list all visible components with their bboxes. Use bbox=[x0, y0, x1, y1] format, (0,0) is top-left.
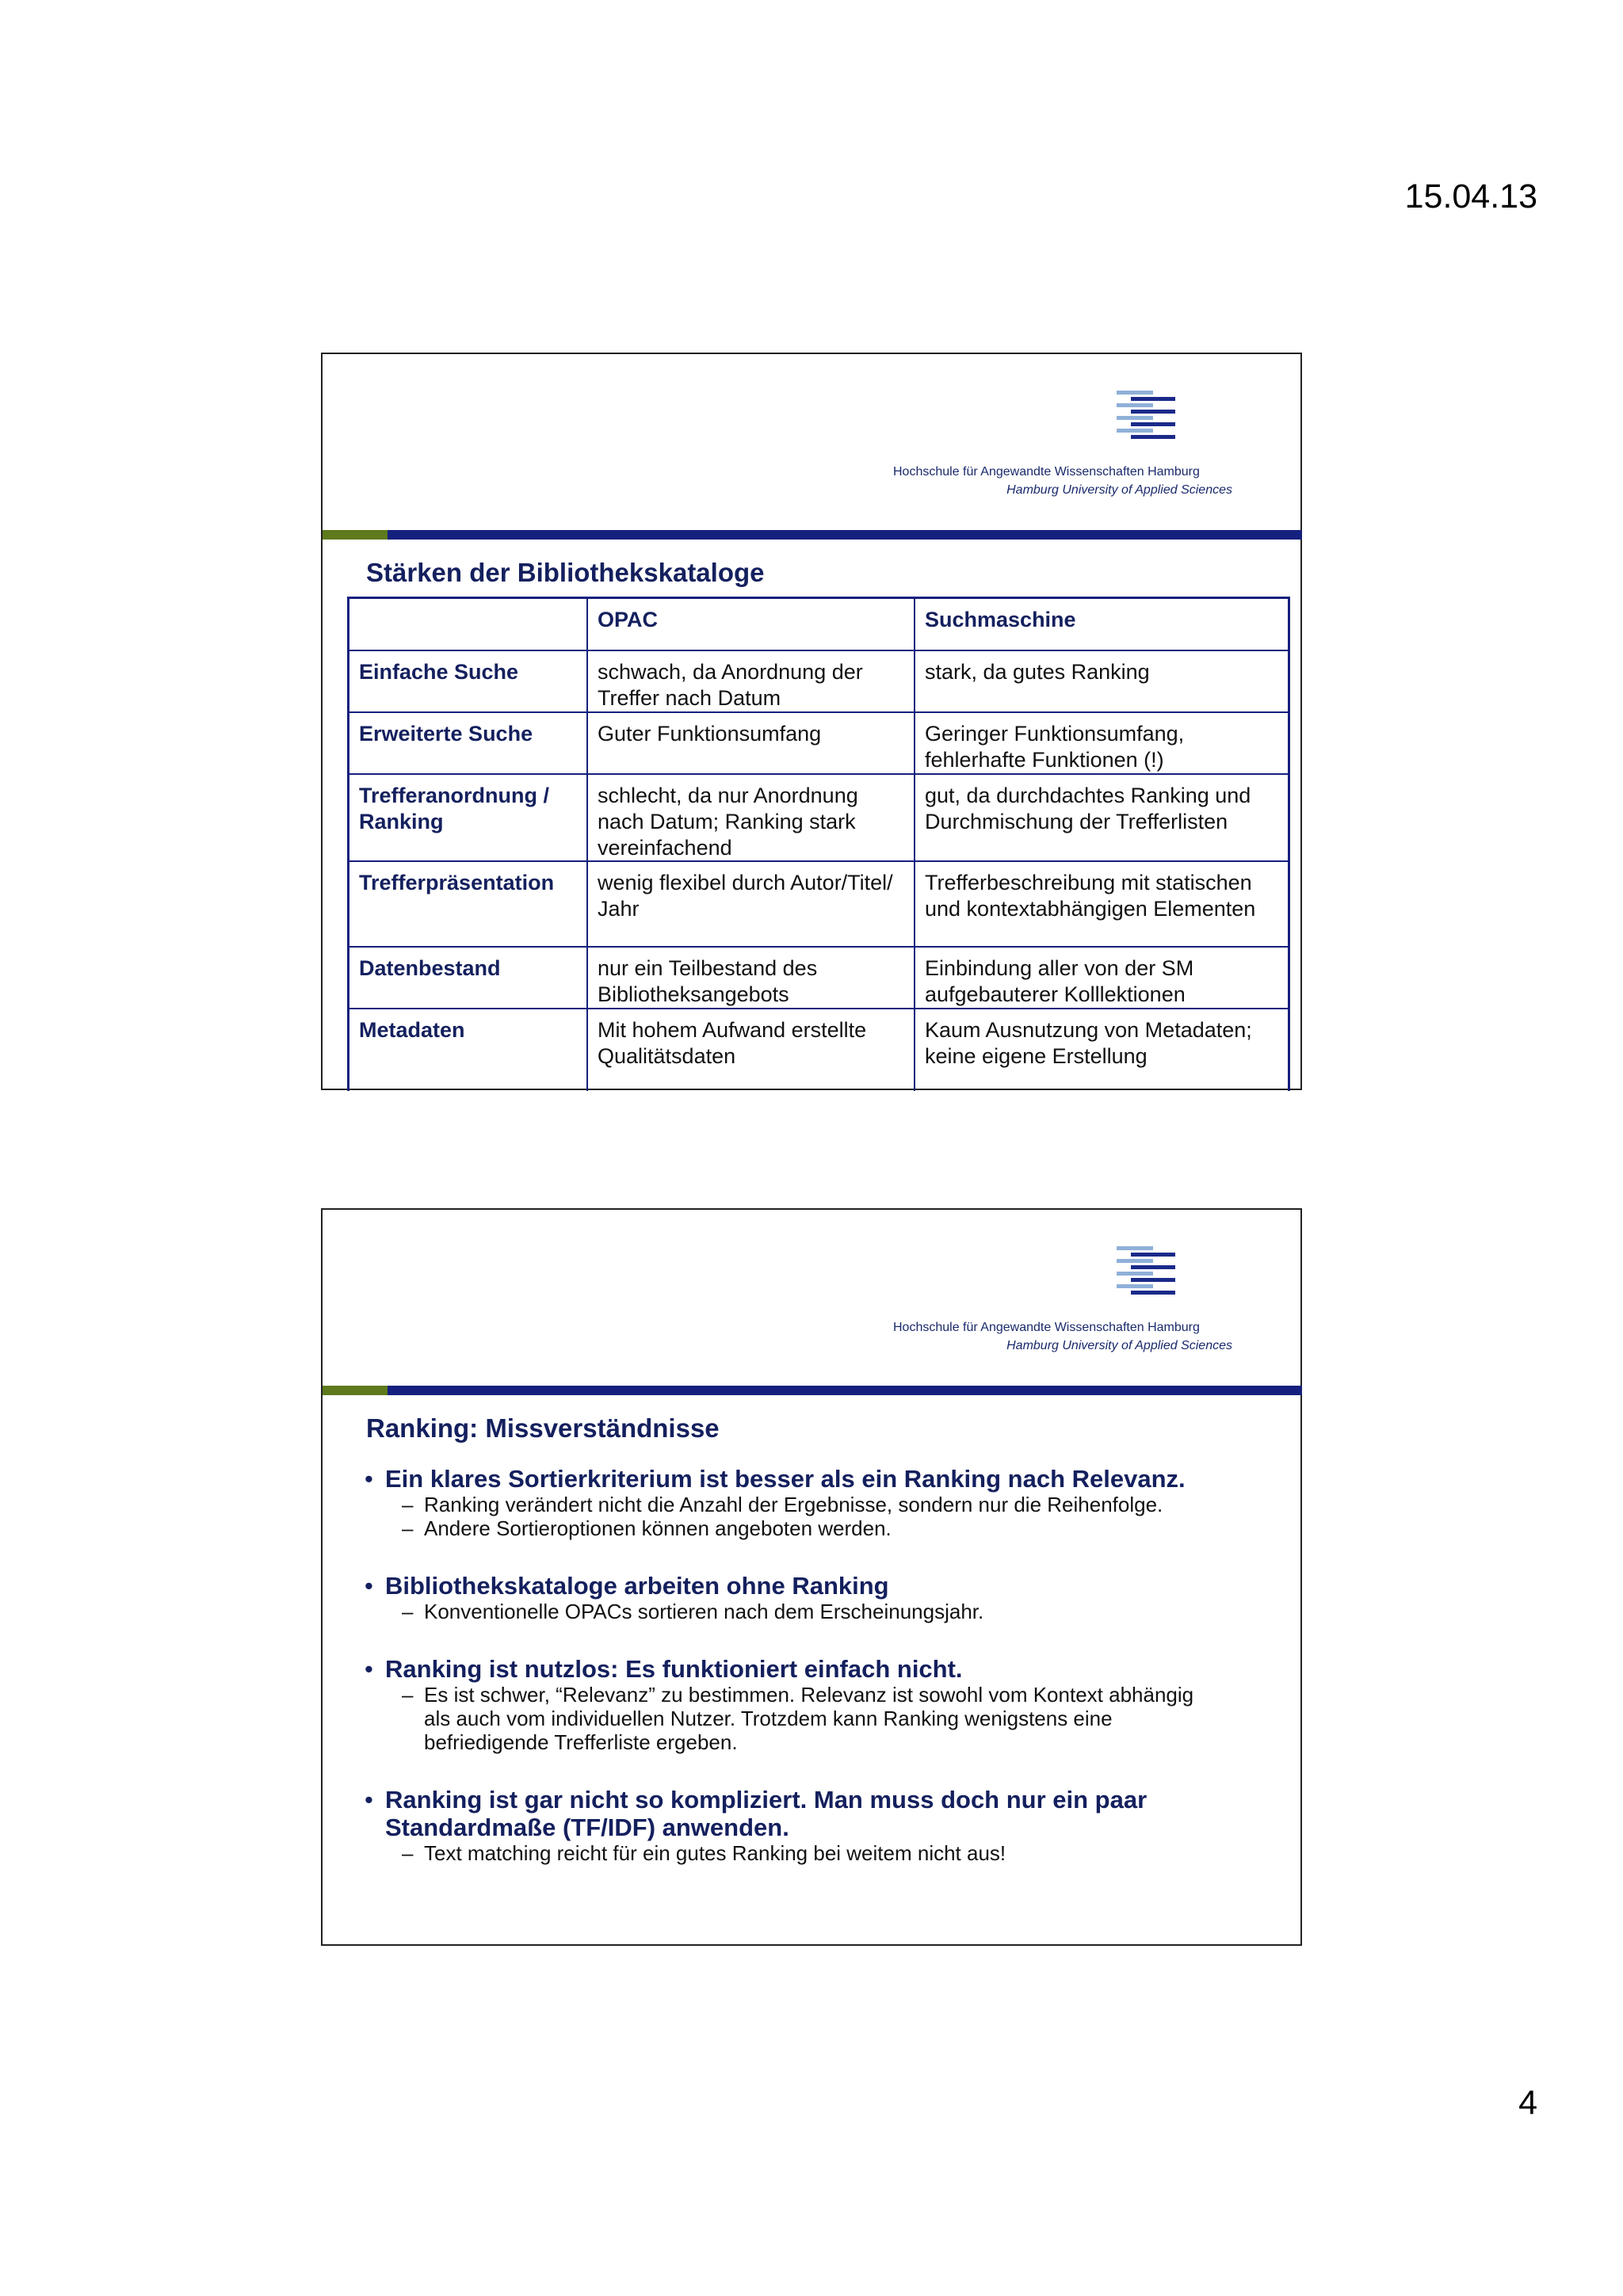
table-cell-sm: stark, da gutes Ranking bbox=[925, 660, 1150, 684]
table-cell-sm: gut, da durchdachtes Ranking und Durchmischung der Trefferlisten bbox=[925, 784, 1251, 833]
table-divider bbox=[349, 946, 1288, 948]
table-cell-sm: Trefferbeschreibung mit statischen und kontextabhängigen Elementen bbox=[925, 871, 1256, 921]
sub-bullet-item bbox=[365, 1600, 1252, 1623]
row-label: Einfache Suche bbox=[359, 660, 519, 684]
dash-icon: – bbox=[402, 1841, 414, 1865]
bullet-dot-icon: • bbox=[365, 1655, 373, 1683]
university-logo-icon bbox=[1117, 1243, 1175, 1300]
bullet-text: Ranking ist nutzlos: Es funktioniert einfach nicht. bbox=[385, 1655, 963, 1683]
row-label: Metadaten bbox=[359, 1018, 465, 1042]
dash-icon: – bbox=[402, 1683, 414, 1707]
sub-bullet-item bbox=[365, 1683, 1252, 1754]
bullet-dot-icon: • bbox=[365, 1465, 373, 1493]
institution-name-de: Hochschule für Angewandte Wissenschaften Hamburg bbox=[893, 1321, 1200, 1334]
institution-name-en: Hamburg University of Applied Sciences bbox=[1006, 1339, 1232, 1352]
slide-strengths bbox=[321, 353, 1302, 1090]
bullet-item bbox=[365, 1465, 1252, 1493]
header-bar-accent bbox=[323, 530, 388, 540]
header-bar bbox=[323, 1386, 1302, 1395]
bullet-item bbox=[365, 1786, 1252, 1841]
comparison-table bbox=[347, 597, 1290, 1091]
column-header-opac: OPAC bbox=[598, 608, 659, 631]
table-cell-opac: Mit hohem Aufwand erstellte Qualitätsdaten bbox=[598, 1018, 867, 1068]
sub-bullet-text: Konventionelle OPACs sortieren nach dem Erscheinungsjahr. bbox=[424, 1600, 984, 1623]
dash-icon: – bbox=[402, 1516, 414, 1540]
row-label: Trefferpräsentation bbox=[359, 871, 555, 894]
table-cell-opac: schwach, da Anordnung der Treffer nach Datum bbox=[598, 660, 863, 710]
bullet-dot-icon: • bbox=[365, 1572, 373, 1600]
table-divider bbox=[349, 650, 1288, 651]
column-header-suchmaschine: Suchmaschine bbox=[925, 608, 1076, 631]
page-number: 4 bbox=[1518, 2084, 1537, 2122]
row-label: Erweiterte Suche bbox=[359, 722, 533, 746]
sub-bullet-text: Ranking verändert nicht die Anzahl der Ergebnisse, sondern nur die Reihenfolge. bbox=[424, 1493, 1163, 1516]
row-label: Datenbestand bbox=[359, 956, 501, 980]
dash-icon: – bbox=[402, 1493, 414, 1516]
bullet-text: Bibliothekskataloge arbeiten ohne Ranking bbox=[385, 1572, 889, 1600]
sub-bullet-item bbox=[365, 1841, 1252, 1865]
page-date: 15.04.13 bbox=[1404, 177, 1537, 215]
table-cell-opac: schlecht, da nur Anordnung nach Datum; Ranking stark vereinfachend bbox=[598, 784, 858, 860]
table-cell-opac: Guter Funktionsumfang bbox=[598, 722, 822, 746]
sub-bullet-item bbox=[365, 1493, 1252, 1516]
university-logo-icon bbox=[1117, 387, 1175, 444]
sub-bullet-item bbox=[365, 1516, 1252, 1540]
row-label: Trefferanordnung / Ranking bbox=[359, 784, 550, 833]
bullet-item bbox=[365, 1655, 1252, 1683]
bullet-text: Ranking ist gar nicht so kompliziert. Man muss doch nur ein paar Standardmaße (TF/IDF) anwenden. bbox=[385, 1786, 1148, 1841]
institution-name-en: Hamburg University of Applied Sciences bbox=[1006, 483, 1232, 497]
table-cell-opac: wenig flexibel durch Autor/Titel/ Jahr bbox=[598, 871, 893, 921]
bullet-list bbox=[365, 1465, 1252, 1865]
sub-bullet-text: Text matching reicht für ein gutes Ranking bei weitem nicht aus! bbox=[424, 1841, 1006, 1865]
bullet-text: Ein klares Sortierkriterium ist besser als ein Ranking nach Relevanz. bbox=[385, 1465, 1186, 1493]
institution-name-de: Hochschule für Angewandte Wissenschaften Hamburg bbox=[893, 465, 1200, 479]
table-cell-sm: Geringer Funktionsumfang, fehlerhafte Funktionen (!) bbox=[925, 722, 1185, 772]
bullet-dot-icon: • bbox=[365, 1786, 373, 1814]
dash-icon: – bbox=[402, 1600, 414, 1623]
header-bar-accent bbox=[323, 1386, 388, 1395]
slide-title: Ranking: Missverständnisse bbox=[366, 1413, 720, 1443]
header-bar bbox=[323, 530, 1302, 540]
slide-title: Stärken der Bibliothekskataloge bbox=[366, 558, 765, 587]
table-cell-opac: nur ein Teilbestand des Bibliotheksangebots bbox=[598, 956, 818, 1006]
table-cell-sm: Kaum Ausnutzung von Metadaten; keine eigene Erstellung bbox=[925, 1018, 1252, 1068]
table-cell-sm: Einbindung aller von der SM aufgebauterer Kolllektionen bbox=[925, 956, 1194, 1006]
slide-misconceptions bbox=[321, 1208, 1302, 1946]
bullet-item bbox=[365, 1572, 1252, 1600]
sub-bullet-text: Andere Sortieroptionen können angeboten werden. bbox=[424, 1516, 892, 1540]
sub-bullet-text: Es ist schwer, “Relevanz” zu bestimmen. Relevanz ist sowohl vom Kontext abhängig als auch vom individuellen Nutzer. Trotzdem kann Ranking wenigstens eine befriedigende Trefferliste ergeben. bbox=[424, 1683, 1194, 1754]
